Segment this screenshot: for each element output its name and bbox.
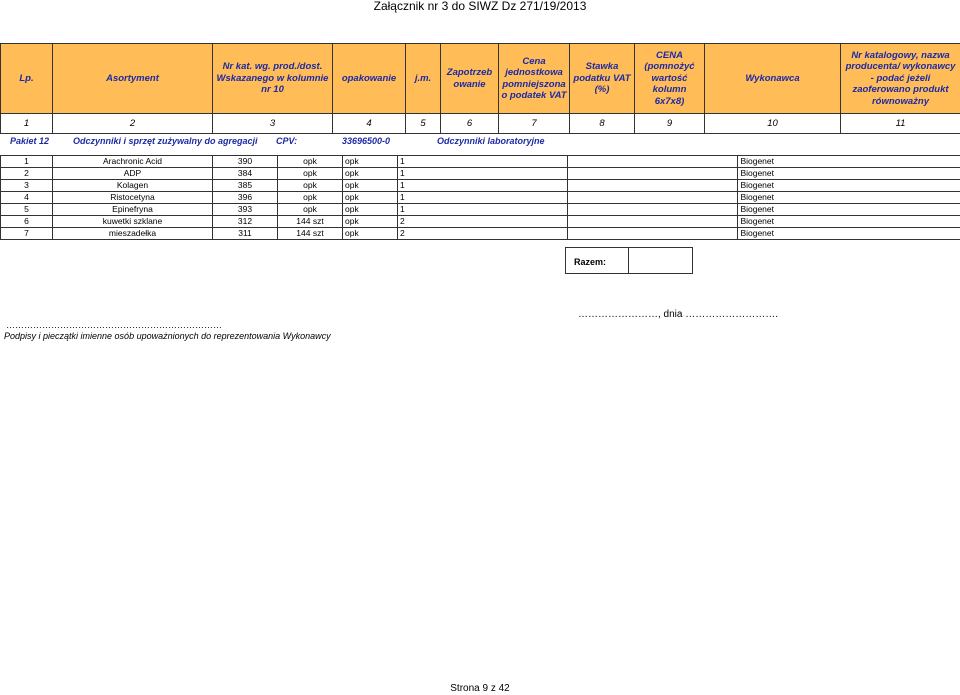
razem-box (565, 247, 693, 274)
header-opakowanie: opakowanie (333, 44, 406, 114)
row-empty (568, 156, 738, 168)
table-row (1, 216, 960, 228)
row-wykonawca: Biogenet (738, 204, 960, 216)
razem-value-cell (628, 247, 695, 274)
table-row (1, 168, 960, 180)
header-jm: j.m. (406, 44, 441, 114)
header-asortyment: Asortyment (53, 44, 213, 114)
row-empty (568, 204, 738, 216)
cpv-label: CPV: (276, 136, 298, 146)
row-name: Epinefryna (53, 204, 213, 216)
row-name: ADP (53, 168, 213, 180)
document-title: Załącznik nr 3 do SIWZ Dz 271/19/2013 (373, 0, 587, 13)
row-wykonawca: Biogenet (738, 192, 960, 204)
row-opakowanie: opk (278, 192, 343, 204)
row-name: mieszadełka (53, 228, 213, 240)
row-lp: 5 (1, 204, 53, 216)
row-kat: 393 (213, 204, 278, 216)
column-number: 7 (499, 114, 570, 134)
row-jm: opk (343, 168, 398, 180)
row-name: kuwetki szklane (53, 216, 213, 228)
row-jm: opk (343, 228, 398, 240)
signature-caption: Podpisy i pieczątki imienne osób upoważnionych do reprezentowania Wykonawcy (4, 331, 331, 341)
column-number: 4 (333, 114, 406, 134)
row-name: Kolagen (53, 180, 213, 192)
row-qty: 1 (398, 192, 568, 204)
row-wykonawca: Biogenet (738, 216, 960, 228)
row-wykonawca: Biogenet (738, 156, 960, 168)
row-kat: 396 (213, 192, 278, 204)
cpv-description: Odczynniki laboratoryjne (437, 136, 545, 146)
row-opakowanie: opk (278, 156, 343, 168)
row-empty (568, 216, 738, 228)
row-opakowanie: opk (278, 180, 343, 192)
pakiet-name: Odczynniki i sprzęt zużywalny do agregacji (73, 136, 258, 146)
row-name: Arachronic Acid (53, 156, 213, 168)
header-nr-kat: Nr kat. wg. prod./dost. Wskazanego w kolumnie nr 10 (213, 44, 333, 114)
column-number: 2 (53, 114, 213, 134)
row-lp: 4 (1, 192, 53, 204)
razem-label: Razem: (574, 257, 607, 267)
row-kat: 384 (213, 168, 278, 180)
table-row (1, 192, 960, 204)
header-cena-jednostkowa: Cena jednostkowa pomniejszona o podatek VAT (499, 44, 570, 114)
header-stawka-vat: Stawka podatku VAT (%) (570, 44, 635, 114)
row-qty: 2 (398, 216, 568, 228)
column-number: 10 (705, 114, 841, 134)
column-number: 11 (841, 114, 960, 134)
row-lp: 1 (1, 156, 53, 168)
row-lp: 2 (1, 168, 53, 180)
column-number: 6 (441, 114, 499, 134)
header-zapotrzebowanie: Zapotrzeb owanie (441, 44, 499, 114)
table-row (1, 228, 960, 240)
row-kat: 390 (213, 156, 278, 168)
row-empty (568, 180, 738, 192)
cpv-code: 33696500-0 (342, 136, 391, 146)
row-wykonawca: Biogenet (738, 168, 960, 180)
row-empty (568, 168, 738, 180)
header-table (0, 43, 960, 134)
row-empty (568, 228, 738, 240)
row-wykonawca: Biogenet (738, 228, 960, 240)
items-table (0, 155, 960, 240)
header-cena: CENA (pomnożyć wartość kolumn 6x7x8) (635, 44, 705, 114)
row-jm: opk (343, 156, 398, 168)
column-number: 5 (406, 114, 441, 134)
row-jm: opk (343, 180, 398, 192)
row-lp: 7 (1, 228, 53, 240)
table-row (1, 180, 960, 192)
row-name: Ristocetyna (53, 192, 213, 204)
row-kat: 385 (213, 180, 278, 192)
row-lp: 3 (1, 180, 53, 192)
row-qty: 1 (398, 156, 568, 168)
row-opakowanie: 144 szt (278, 228, 343, 240)
row-kat: 311 (213, 228, 278, 240)
pakiet-label: Pakiet 12 (10, 136, 50, 146)
column-number: 8 (570, 114, 635, 134)
row-qty: 2 (398, 228, 568, 240)
row-jm: opk (343, 216, 398, 228)
row-wykonawca: Biogenet (738, 180, 960, 192)
row-qty: 1 (398, 180, 568, 192)
table-row (1, 156, 960, 168)
column-number: 1 (1, 114, 53, 134)
row-qty: 1 (398, 204, 568, 216)
row-lp: 6 (1, 216, 53, 228)
signature-dots: ……………………………………………………………… (6, 320, 222, 330)
row-qty: 1 (398, 168, 568, 180)
row-opakowanie: opk (278, 204, 343, 216)
row-opakowanie: 144 szt (278, 216, 343, 228)
column-number: 9 (635, 114, 705, 134)
header-nr-katalogowy: Nr katalogowy, nazwa producenta/ wykonawcy - podać jeżeli zaoferowano produkt równoważny (841, 44, 960, 114)
row-kat: 312 (213, 216, 278, 228)
row-opakowanie: opk (278, 168, 343, 180)
column-number: 3 (213, 114, 333, 134)
date-line: ……………………, dnia ………………………. (578, 309, 779, 320)
header-lp: Lp. (1, 44, 53, 114)
page-number: Strona 9 z 42 (450, 683, 510, 694)
row-jm: opk (343, 192, 398, 204)
row-jm: opk (343, 204, 398, 216)
header-wykonawca: Wykonawca (705, 44, 841, 114)
pakiet-row (0, 129, 960, 153)
row-empty (568, 192, 738, 204)
table-row (1, 204, 960, 216)
